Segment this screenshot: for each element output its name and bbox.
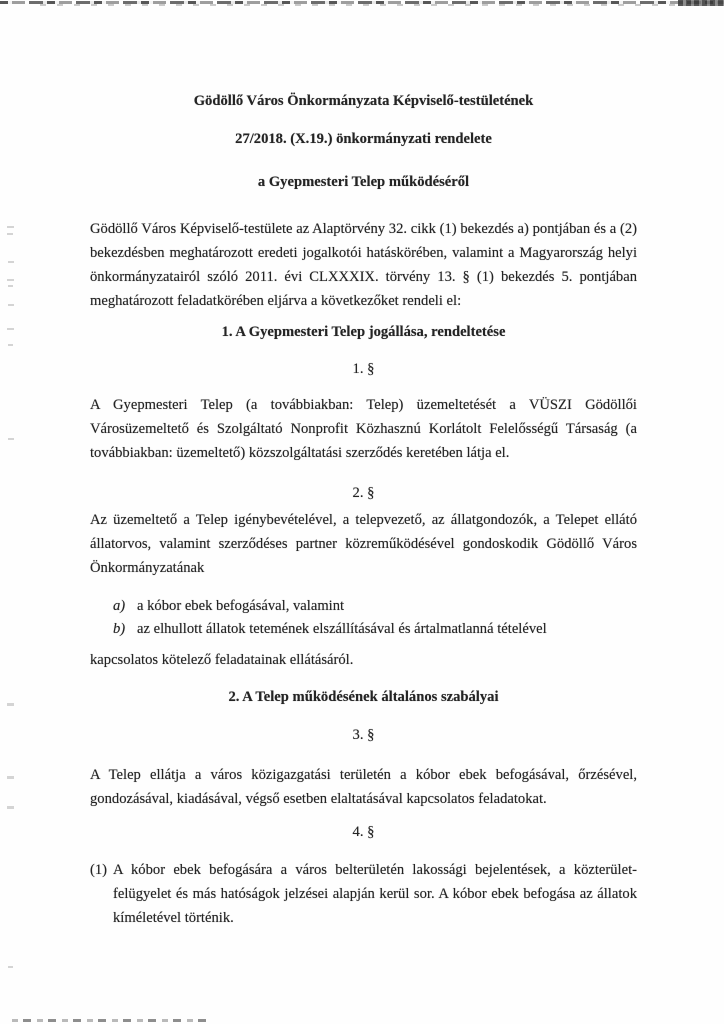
paragraph-2-text: Az üzemeltető a Telep igénybevételével, a telepvezető, az állatgondozók, a Telepet ellátó állatorvos, valamint szerződéses partner közreműködésével gondoskodik Gödöllő Város Önkormányzatának — [90, 512, 637, 576]
scan-artifact-left-margin — [7, 279, 14, 281]
scan-artifact-left-margin — [7, 328, 14, 330]
document-body — [90, 89, 637, 930]
document-title-decree-number: 27/2018. (X.19.) önkormányzati rendelete — [235, 131, 492, 147]
paragraph-1-marker: 1. § — [352, 361, 375, 377]
section-2-heading: 2. A Telep működésének általános szabályai — [228, 689, 499, 705]
paragraph-2-list — [113, 595, 637, 641]
paragraph-3-marker: 3. § — [352, 727, 375, 743]
paragraph-4-item-1-text: A kóbor ebek befogására a város belterületén lakossági bejelentések, a közterület-felügyelet és más hatóságok jelzései alapján kerül sor. A kóbor ebek befogása az állatok kíméletével történik. — [113, 862, 637, 926]
scan-artifact-top-right-corner — [678, 0, 724, 6]
preamble-paragraph: Gödöllő Város Képviselő-testülete az Alaptörvény 32. cikk (1) bekezdés a) pontjában és a (2) bekezdésben meghatározott eredeti jogalkotói hatáskörében, valamint a Magyarország helyi önkormányzatairól szóló 2011. évi CLXXXIX. törvény 13. § (1) bekezdés 5. pontjában meghatározott feladatkörében eljárva a következőket rendeli el: — [90, 221, 637, 309]
list-item-b-marker: b) — [113, 621, 126, 637]
scan-artifact-left-margin — [7, 703, 14, 706]
scan-artifact-left-margin — [8, 261, 14, 263]
scan-artifact-top-edge-secondary — [40, 4, 680, 6]
scan-artifact-bottom-edge — [12, 1019, 208, 1022]
paragraph-1-text: A Gyepmesteri Telep (a továbbiakban: Telep) üzemeltetését a VÜSZI Gödöllői Városüzemeltető és Szolgáltató Nonprofit Közhasznú Korlátolt Felelősségű Társaság (a továbbiakban: üzemeltető) közszolgáltatási szerződés keretében látja el. — [90, 397, 637, 461]
document-title-subject: a Gyepmesteri Telep működéséről — [257, 174, 470, 190]
list-item-a-marker: a) — [113, 598, 126, 614]
list-item-a — [113, 595, 637, 618]
scan-artifact-left-margin — [7, 776, 14, 779]
scan-artifact-left-margin — [7, 226, 14, 228]
paragraph-2-closing: kapcsolatos kötelező feladatainak ellátásáról. — [90, 652, 354, 668]
scan-artifact-left-margin — [7, 806, 14, 809]
list-item-b — [113, 618, 637, 641]
scan-artifact-left-margin — [7, 233, 13, 235]
list-item-a-text: a kóbor ebek befogásával, valamint — [137, 598, 345, 614]
paragraph-4-marker: 4. § — [352, 824, 375, 840]
scan-artifact-left-margin — [8, 304, 14, 306]
scan-artifact-left-margin — [8, 344, 13, 346]
paragraph-4-item-1-number: (1) — [90, 862, 108, 878]
paragraph-3-text: A Telep ellátja a város közigazgatási területén a kóbor ebek befogásával, őrzésével, gondozásával, kiadásával, végső esetben elaltatásával kapcsolatos feladatokat. — [90, 767, 637, 807]
scan-artifact-left-margin — [8, 438, 14, 440]
list-item-b-text: az elhullott állatok tetemének elszállításával és ártalmatlanná tételével — [137, 621, 547, 637]
scan-artifact-left-margin — [8, 966, 13, 968]
paragraph-4-item-1 — [90, 858, 637, 930]
paragraph-2-marker: 2. § — [352, 485, 375, 501]
section-1-heading: 1. A Gyepmesteri Telep jogállása, rendeltetése — [221, 324, 506, 340]
scan-artifact-left-margin — [8, 285, 13, 287]
document-title-organization: Gödöllő Város Önkormányzata Képviselő-testületének — [193, 93, 534, 109]
